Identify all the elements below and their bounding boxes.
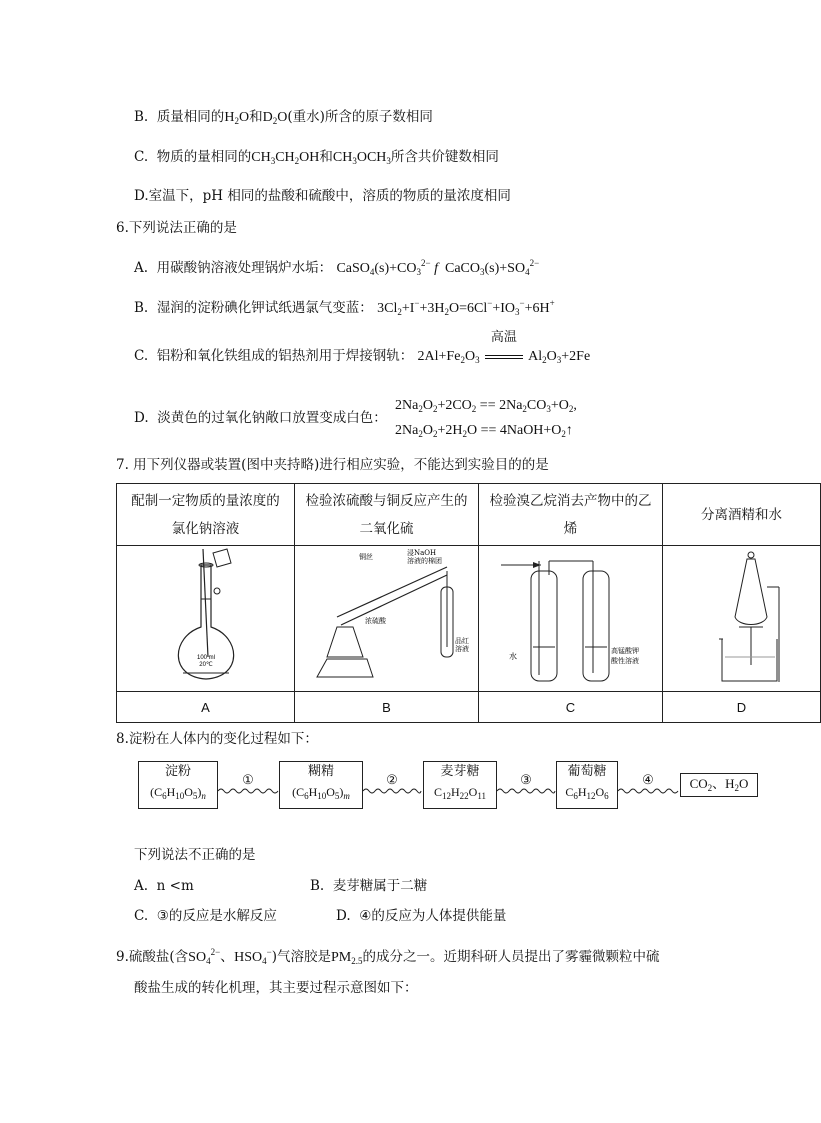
c-water-label: 水 — [508, 651, 517, 661]
flask-volume-label: 100 ml — [196, 654, 215, 661]
b-pink-label-2: 溶液 — [454, 644, 469, 653]
q7-label-d: D — [663, 692, 821, 723]
q7-table — [116, 483, 821, 723]
q8-sub-stem: 下列说法不正确的是 — [134, 847, 256, 863]
b-acid-label: 浓硫酸 — [364, 616, 386, 625]
b-naoh-label-2: 溶液的棉团 — [406, 556, 442, 565]
copper-acid-apparatus-icon — [307, 547, 467, 687]
flask-temp-label: 20℃ — [198, 661, 213, 668]
q8-option-c: C. ③的反应是水解反应 — [134, 908, 277, 924]
step-arrow-2: ② — [363, 783, 421, 799]
q6-option-a: A. 用碳酸钠溶液处理锅炉水垢： $CaSO_4(s)+CO_3^{2-}$ f $CaCO_3(s)+SO_4^{2-}$ — [134, 258, 540, 277]
b-naoh-label: 浸NaOH — [406, 548, 436, 557]
q7-image-b — [295, 546, 479, 692]
step-arrow-4: ④ — [618, 783, 678, 799]
q5-option-b: B. 质量相同的$H_2O$和$D_2O$(重水)所含的原子数相同 — [134, 109, 433, 126]
q7-label-b: B — [295, 692, 479, 723]
q7-label-c: C — [479, 692, 663, 723]
dextrin-box: 糊精 $(C_6H_{10}O_5)_m$ — [279, 761, 363, 809]
q8-option-b: B. 麦芽糖属于二糖 — [310, 878, 428, 894]
q7-header-a: 配制一定物质的量浓度的氯化钠溶液 — [117, 484, 295, 546]
q6-option-c: C. 铝粉和氧化铁组成的铝热剂用于焊接钢轨： $2Al+Fe_2O_3$ 高温 $Al_2O_3+2Fe$ — [134, 330, 591, 365]
maltose-box: 麦芽糖 $C_{12}H_{22}O_{11}$ — [423, 761, 497, 809]
c-kmno4-label: 高锰酸钾 — [610, 646, 639, 655]
b-copper-label: 铜丝 — [358, 552, 373, 561]
q7-image-d — [663, 546, 821, 692]
b-pink-label: 品红 — [454, 636, 469, 645]
step-arrow-1: ① — [218, 783, 278, 799]
q5-option-c: C. 物质的量相同的$CH_3CH_2OH$和$CH_3OCH_3$所含共价键数相同 — [134, 149, 499, 166]
q6-stem: 6.下列说法正确的是 — [116, 220, 237, 236]
q6-option-d: D. 淡黄色的过氧化钠敞口放置变成白色： — [134, 410, 387, 426]
volumetric-flask-icon — [131, 547, 281, 687]
step-arrow-3: ③ — [497, 783, 555, 799]
q8-option-d: D. ④的反应为人体提供能量 — [336, 908, 507, 924]
starch-box: 淀粉 $(C_6H_{10}O_5)_n$ — [138, 761, 218, 809]
c-kmno4-label-2: 酸性溶液 — [610, 656, 639, 665]
q7-label-a: A — [117, 692, 295, 723]
q9-stem: 9.硫酸盐(含$SO_4^{2-}$、$HSO_4^-$)气溶胶是$PM_{2.5}$的成分之一。近期科研人员提出了雾霾微颗粒中硫 — [116, 947, 660, 966]
separatory-funnel-icon — [667, 547, 817, 687]
q7-header-b: 检验浓硫酸与铜反应产生的二氧化硫 — [295, 484, 479, 546]
q7-image-c — [479, 546, 663, 692]
q6-d-equation-2: $2Na_2O_2+2H_2O$ == $4NaOH+O_2↑$ — [395, 423, 573, 439]
q7-stem: 7. 用下列仪器或装置(图中夹持略)进行相应实验，不能达到实验目的的是 — [116, 457, 549, 473]
q9-stem-2: 酸盐生成的转化机理，其主要过程示意图如下： — [134, 980, 418, 996]
products-box: $CO_2$、$H_2O$ — [680, 773, 758, 797]
q6-d-equation-1: $2Na_2O_2+2CO_2 == 2Na_2CO_3+O_2$, — [395, 398, 577, 414]
q7-header-d: 分离酒精和水 — [663, 484, 821, 546]
gas-wash-tubes-icon — [491, 547, 651, 687]
q7-image-a — [117, 546, 295, 692]
q8-option-a: A. n <m — [134, 878, 194, 894]
reaction-condition: 高温 — [490, 330, 517, 345]
q7-header-c: 检验溴乙烷消去产物中的乙烯 — [479, 484, 663, 546]
q5-option-d: D.室温下，pH 相同的盐酸和硫酸中，溶质的物质的量浓度相同 — [134, 188, 511, 204]
q6-option-b: B. 湿润的淀粉碘化钾试纸遇氯气变蓝： $3Cl_2+I^-+3H_2O=6Cl^-+IO_3^-+6H^+$ — [134, 298, 555, 317]
glucose-box: 葡萄糖 $C_6H_{12}O_6$ — [556, 761, 618, 809]
q8-stem: 8.淀粉在人体内的变化过程如下： — [116, 731, 318, 747]
